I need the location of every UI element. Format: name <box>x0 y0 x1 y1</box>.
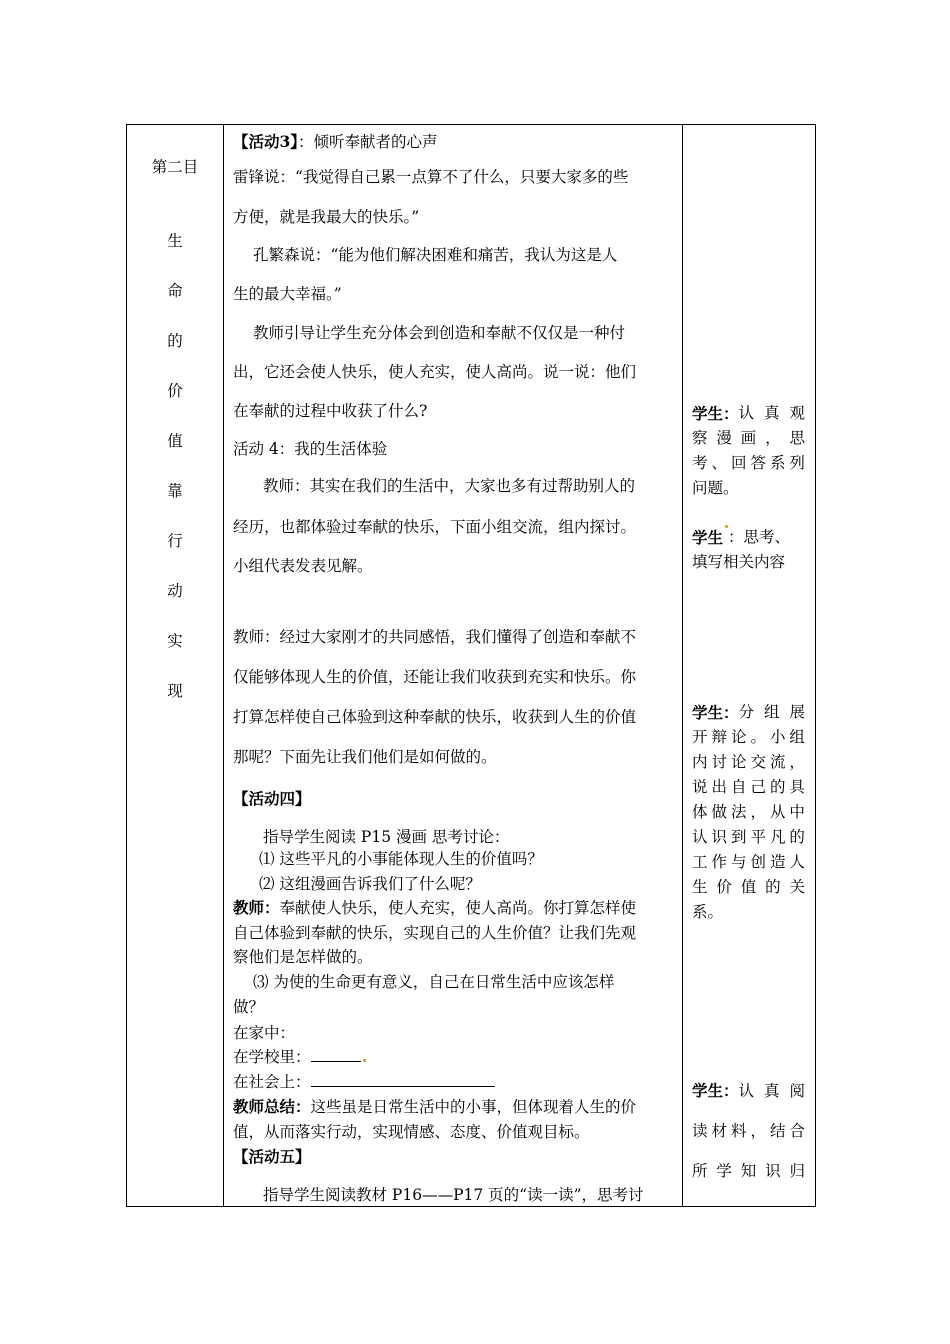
text-char: 合 <box>789 1122 805 1140</box>
at-school-row: 在学校里： <box>233 1045 366 1067</box>
student-note-3-line <box>692 800 805 825</box>
teacher-insight-line: 仅能够体现人生的价值，还能让我们收获到充实和快乐。你 <box>233 668 637 686</box>
text-char: 出 <box>711 778 727 796</box>
student-note-3-line <box>692 875 805 900</box>
text-char: 认 <box>738 404 755 422</box>
question-2: ⑵ 这组漫画告诉我们了什么呢？ <box>259 875 481 893</box>
text-char: 内 <box>692 753 708 771</box>
text-char: 思 <box>789 429 805 447</box>
activity-five-title: 【活动五】 <box>233 1147 311 1166</box>
text-char: 。 <box>750 728 766 746</box>
text-char: 体 <box>692 803 708 821</box>
text-char: 料 <box>730 1122 747 1140</box>
text-char: 做 <box>711 803 727 821</box>
text-char: 认 <box>692 828 708 846</box>
text-char: 识 <box>765 1162 781 1180</box>
teacher-guide-line: 在奉献的过程中收获了什么? <box>233 402 428 420</box>
text-char: 造 <box>769 853 786 871</box>
student-note-2-line: 学生 ：思考、 <box>692 525 805 550</box>
text-char: 阅 <box>789 1082 805 1100</box>
student-note-4-line: 学生： 认 真 阅 <box>692 1071 805 1111</box>
text-char: 系 <box>769 454 786 472</box>
topic-char: 实 <box>167 632 183 650</box>
text-char: 人 <box>789 853 805 871</box>
student-note-4-line <box>692 1151 805 1191</box>
text-char: 从 <box>769 803 786 821</box>
activity-four-title: 【活动四】 <box>233 789 311 808</box>
at-home-label: 在家中： <box>233 1024 296 1042</box>
text-char: 观 <box>789 404 805 422</box>
text-char: 所 <box>692 1162 708 1180</box>
text-char: 的 <box>789 828 805 846</box>
text-char: 作 <box>711 853 727 871</box>
text-char: 组 <box>789 728 805 746</box>
activity-4-line: 小组代表发表见解。 <box>233 557 373 575</box>
text-char: 开 <box>692 728 708 746</box>
teacher-insight-line: 那呢？下面先让我们他们是如何做的。 <box>233 748 497 766</box>
text-char: 漫 <box>716 429 732 447</box>
text-char: 自 <box>730 778 747 796</box>
teacher-summary-line: 值，从而落实行动，实现情感、态度、价值观目标。 <box>233 1123 590 1141</box>
topic-column <box>127 125 224 1206</box>
teaching-content-column <box>223 125 683 1206</box>
text-char: 归 <box>789 1162 805 1180</box>
student-note-3-line <box>692 750 805 775</box>
teacher-insight-line: 打算怎样使自己体验到这种奉献的快乐，收获到人生的价值 <box>233 708 637 726</box>
text-char: 真 <box>764 404 780 422</box>
text-char: 凡 <box>769 828 786 846</box>
student-note-2-line: 填写相关内容 <box>692 553 786 571</box>
society-answer-blank[interactable] <box>311 1072 495 1087</box>
topic-char: 行 <box>167 532 183 550</box>
text-char: 具 <box>789 778 805 796</box>
teacher-statement-line: 自己体验到奉献的快乐，实现自己的人生价值？让我们先观 <box>233 924 637 942</box>
leifeng-quote-line: 雷锋说：“我觉得自己累一点算不了什么，只要大家多的些 <box>233 168 629 186</box>
text-char: 回 <box>730 454 747 472</box>
topic-char: 现 <box>167 682 183 700</box>
text-char: 己 <box>750 778 766 796</box>
in-society-row: 在社会上： <box>233 1070 495 1092</box>
text-char: 生 <box>692 878 708 896</box>
text-char: 交 <box>750 753 766 771</box>
text-char: 流 <box>769 753 786 771</box>
student-activity-column <box>682 125 815 1206</box>
question-1: ⑴ 这些平凡的小事能体现人生的价值吗？ <box>259 850 543 868</box>
topic-char: 价 <box>167 382 183 400</box>
topic-char: 动 <box>167 582 183 600</box>
student-note-4-line <box>692 1111 805 1151</box>
student-note-3 <box>692 700 805 925</box>
topic-char: 的 <box>167 332 183 350</box>
student-note-1-line <box>692 451 805 476</box>
text-char: 画 <box>740 429 757 447</box>
teacher-statement-line: 教师：奉献使人快乐，使人充实，使人高尚。你打算怎样使 <box>233 898 637 917</box>
text-char: 到 <box>730 828 747 846</box>
text-char: 知 <box>740 1162 757 1180</box>
student-note-2 <box>692 525 805 575</box>
text-char: 关 <box>789 878 805 896</box>
topic-char: 生 <box>167 232 183 250</box>
text-char: 法 <box>730 803 747 821</box>
text-char: ， <box>750 1122 766 1140</box>
student-note-3-line <box>692 825 805 850</box>
kong-quote-line: 孔繁森说：“能为他们解决困难和痛苦，我认为这是人 <box>253 246 618 264</box>
question-3-line: ⑶ 为使的生命更有意义，自己在日常生活中应该怎样 <box>253 973 615 991</box>
text-char: 结 <box>769 1122 786 1140</box>
student-note-3-line: 学生： 分 组 展 <box>692 700 805 725</box>
text-char: ， <box>789 753 805 771</box>
student-note-3-line <box>692 775 805 800</box>
text-char: 论 <box>730 728 747 746</box>
school-answer-blank[interactable] <box>311 1047 361 1062</box>
text-char: 分 <box>738 703 755 721</box>
text-char: 小 <box>769 728 786 746</box>
text-char: 的 <box>769 778 786 796</box>
topic-char: 命 <box>167 282 183 300</box>
student-note-3-line <box>692 725 805 750</box>
mark-dot <box>363 1059 366 1062</box>
activity-four-intro: 指导学生阅读 P15 漫画 思考讨论： <box>263 828 510 846</box>
student-note-3-line <box>692 850 805 875</box>
text-char: 识 <box>711 828 727 846</box>
student-note-4 <box>692 1071 805 1191</box>
student-note-1-line <box>692 426 805 451</box>
text-char: 、 <box>711 454 727 472</box>
text-char: 察 <box>692 429 708 447</box>
lesson-table <box>126 124 816 1207</box>
teacher-guide-line: 出，它还会使人快乐，使人充实，使人高尚。说一说：他们 <box>233 363 637 381</box>
text-char: 真 <box>764 1082 780 1100</box>
text-char: 认 <box>738 1082 755 1100</box>
text-char: 创 <box>750 853 766 871</box>
student-note-1-line: 学生： 认 真 观 <box>692 401 805 426</box>
text-char: 价 <box>716 878 732 896</box>
activity-3-title: 【活动3】：倾听奉献者的心声 <box>233 132 438 151</box>
text-char: 辩 <box>711 728 727 746</box>
text-char: 列 <box>789 454 805 472</box>
topic-char: 值 <box>167 432 183 450</box>
text-char: 论 <box>730 753 747 771</box>
teacher-statement-line: 察他们是怎样做的。 <box>233 948 373 966</box>
text-char: 说 <box>692 778 708 796</box>
question-3-line: 做？ <box>233 998 265 1016</box>
text-char: 值 <box>740 878 757 896</box>
text-char: 答 <box>750 454 766 472</box>
activity-4-line: 教师：其实在我们的生活中，大家也多有过帮助别人的 <box>263 477 636 495</box>
text-char: 中 <box>789 803 805 821</box>
kong-quote-line: 生的最大幸福。” <box>233 285 342 303</box>
student-note-1-line: 问题。 <box>692 479 739 497</box>
teacher-guide-line: 教师引导让学生充分体会到创造和奉献不仅仅是一种付 <box>253 324 626 342</box>
text-char: 展 <box>789 703 805 721</box>
text-char: 学 <box>716 1162 732 1180</box>
topic-heading: 第二目 <box>151 158 199 176</box>
text-char: 与 <box>730 853 747 871</box>
student-note-3-line: 系。 <box>692 903 724 921</box>
activity-4-line: 经历，也都体验过奉献的快乐，下面小组交流，组内探讨。 <box>233 518 637 536</box>
topic-char: 靠 <box>167 482 183 500</box>
leifeng-quote-line: 方便，就是我最大的快乐。” <box>233 208 420 226</box>
text-char: ， <box>765 429 781 447</box>
text-char: 材 <box>711 1122 727 1140</box>
text-char: 平 <box>750 828 766 846</box>
activity-five-line: 指导学生阅读教材 P16——P17 页的“读一读”，思考讨 <box>263 1186 644 1204</box>
text-char: ， <box>750 803 766 821</box>
text-char: 考 <box>692 454 708 472</box>
text-char: 工 <box>692 853 708 871</box>
text-char: 组 <box>764 703 780 721</box>
text-char: 读 <box>692 1122 708 1140</box>
student-note-1 <box>692 401 805 501</box>
activity-4-title: 活动 4：我的生活体验 <box>233 440 388 458</box>
teacher-insight-line: 教师：经过大家刚才的共同感悟，我们懂得了创造和奉献不 <box>233 628 637 646</box>
text-char: 讨 <box>711 753 727 771</box>
teacher-summary-line: 教师总结：这些虽是日常生活中的小事，但体现着人生的价 <box>233 1097 637 1116</box>
text-char: 的 <box>765 878 781 896</box>
